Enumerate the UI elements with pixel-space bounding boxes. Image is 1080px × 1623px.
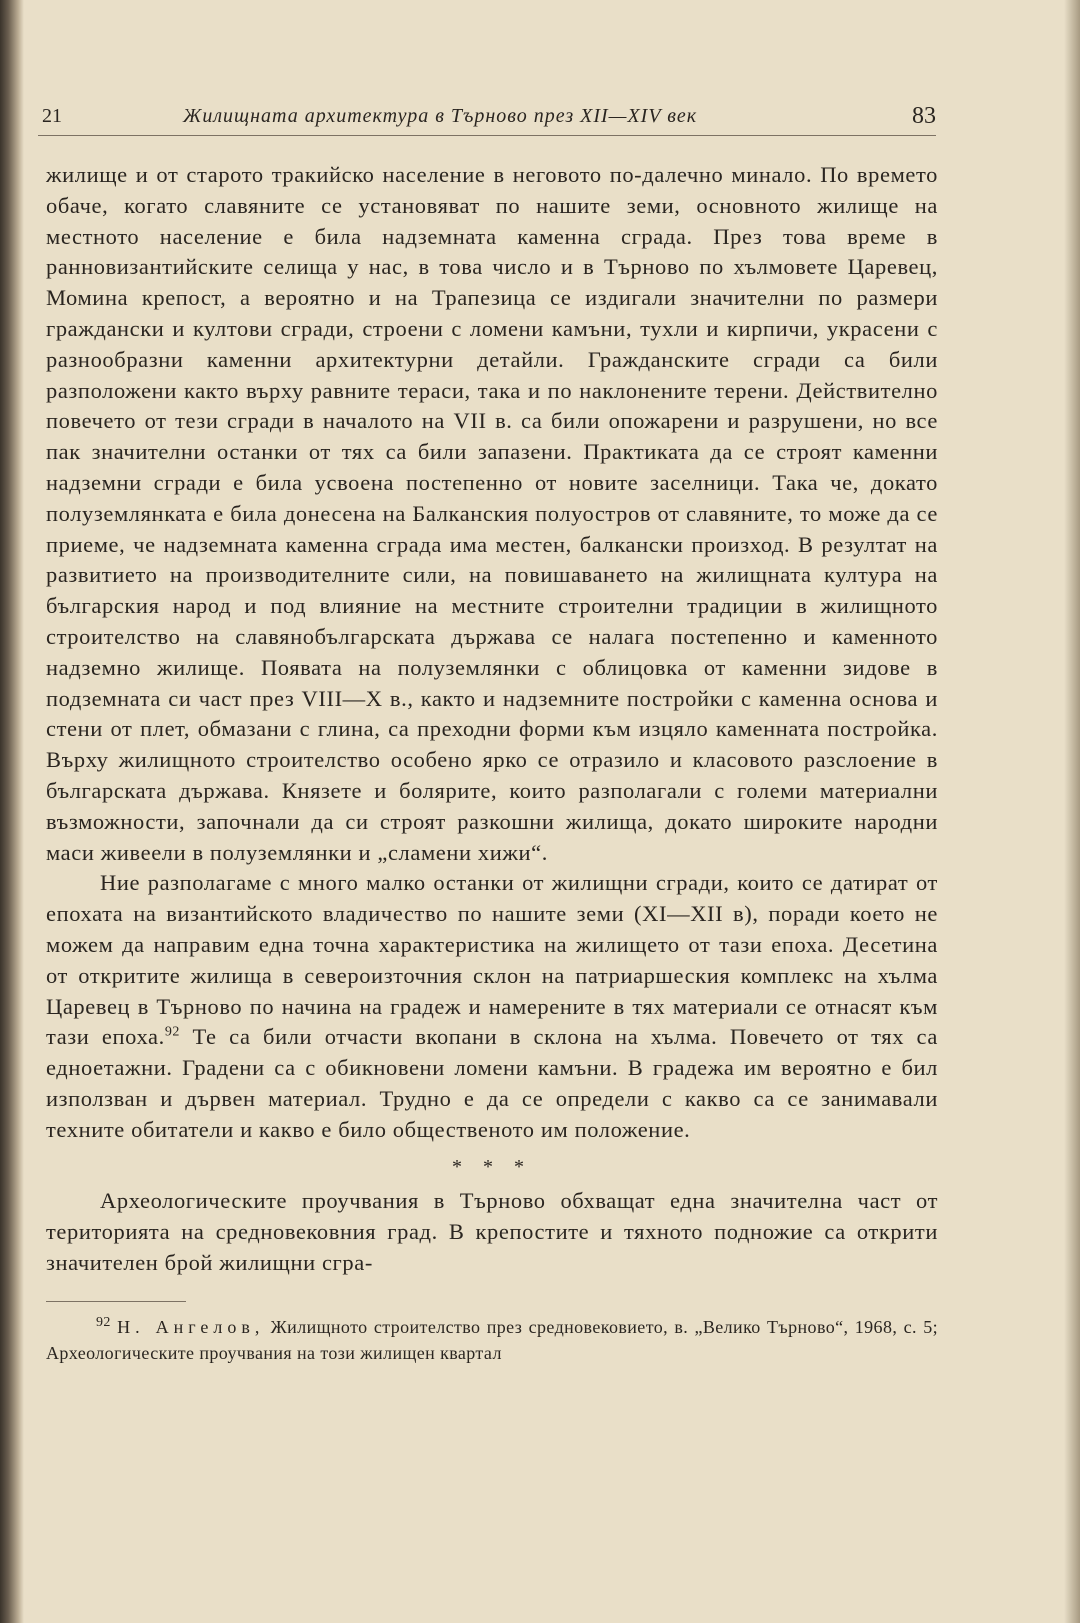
footnote-text: Жилищното строителство през средновековието, в. „Велико Търново“, 1968, с. 5; Археологическите проучвания на този жилищен квартал: [46, 1316, 938, 1363]
footnote: [38, 1314, 938, 1366]
running-head: [38, 95, 936, 136]
paragraph-1: жилище и от старото тракийско население в неговото по-далечно минало. По времето обаче, когато славяните се установяват по нашите земи, основното жилище на местното население е била надземната каменна сграда. През това време в ранновизантийските селища у нас, в това число и в Търново по хълмовете Царевец, Момина крепост, а вероятно и на Трапезица се издигали значителни по размери граждански и култови сгради, строени с ломени камъни, тухли и кирпичи, украсени с разнообразни каменни архитектурни детайли. Гражданските сгради са били разположени както върху равните тераси, така и по наклонените терени. Действително повечето от тези сгради в началото на VII в. са били опожарени и разрушени, но все пак значителни останки от тях са били запазени. Практиката да се строят каменни надземни сгради е била усвоена постепенно от новите заселници. Така че, докато полуземлянката е била донесена на Балканския полуостров от славяните, то може да се приеме, че надземната каменна сграда има местен, балкански произход. В резултат на развитието на производителните сили, на повишаването на жилищната култура на българския народ и под влияние на местните строителни традиции в жилищното строителство на славянобългарската държава се налага постепенно и каменното надземно жилище. Появата на полуземлянки с облицовка от каменни зидове в подземната си част през VIII—X в., както и надземните постройки с каменна основа и стени от плет, обмазани с глина, са преходни форми към изцяло каменната постройка. Върху жилищното строителство особено ярко се отразило и класовото разслоение в българската държава. Князете и болярите, които разполагали с големи материални възможности, започнали да си строят разкошни жилища, докато широките народни маси живеели в полуземлянки и „сламени хижи“.: [46, 162, 938, 865]
page-number: 83: [912, 103, 936, 129]
body-text: [38, 160, 938, 1279]
scan-edge-shadow: [1064, 0, 1080, 1623]
section-break: * * *: [452, 1155, 532, 1178]
footnote-reference: 92: [164, 1024, 181, 1040]
chapter-number: 21: [42, 105, 62, 127]
paragraph-3: Археологическите проучвания в Търново обхващат една значителна част от територията на средновековния град. В крепостите и тяхното подножие са открити значителен брой жилищни сгра-: [46, 1188, 938, 1275]
footnote-divider: [46, 1301, 186, 1302]
scan-binding-shadow: [0, 0, 24, 1623]
paragraph-2: Ние разполагаме с много малко останки от жилищни сгради, които се датират от епохата на византийското владичество по нашите земи (XI—XII в), поради което не можем да направим една точна характеристика на жилището от тази епоха. Десетина от откритите жилища в североизточния склон на патриаршеския комплекс на хълма Царевец в Търново по начина на градеж и намерените в тях материали се отнасят към тази епоха.$^{92}$ Те са били отчасти вкопани в склона на хълма. Повечето от тях са едноетажни. Градени са с обикновени ломени камъни. В градежа им вероятно е бил използван и дървен материал. Трудно е да се определи с какво са се занимавали техните обитатели и какво е било общественото им положение.: [46, 870, 938, 1142]
book-page: [38, 95, 938, 1366]
footnote-marker: 92: [96, 1314, 111, 1330]
footnote-author: Н. Ангелов,: [117, 1316, 265, 1337]
running-title: Жилищната архитектура в Търново през XII—XIV век: [183, 105, 698, 127]
